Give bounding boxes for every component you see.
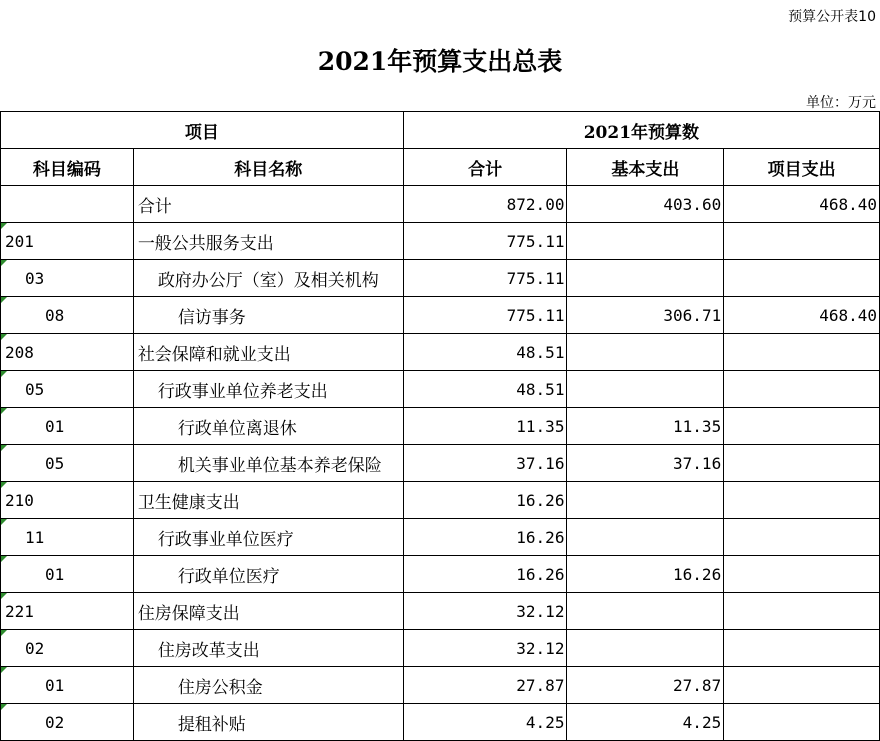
cell-basic (567, 408, 724, 445)
cell-name (133, 482, 403, 519)
cell-item (724, 334, 880, 371)
cell-total-text: 16.26 (516, 490, 565, 510)
cell-name-text: 行政单位医疗 (177, 566, 280, 587)
cell-code (1, 593, 134, 630)
cell-name-text: 行政单位离退休 (177, 418, 297, 439)
cell-basic (567, 593, 724, 630)
text-marker-icon (1, 445, 7, 451)
cell-basic (567, 260, 724, 297)
cell-code-text: 08 (45, 305, 65, 325)
table-row (1, 482, 880, 519)
cell-total (403, 408, 567, 445)
cell-total-text: 32.12 (516, 638, 565, 658)
cell-total-text: 16.26 (516, 527, 565, 547)
cell-basic-text: 16.26 (673, 564, 722, 584)
header-name: 科目名称 (133, 149, 403, 186)
cell-item-text: 468.40 (819, 305, 877, 325)
cell-basic (567, 704, 724, 741)
cell-total-text: 775.11 (506, 231, 565, 251)
cell-code-text: 02 (45, 712, 65, 732)
cell-basic (567, 445, 724, 482)
cell-code (1, 260, 134, 297)
cell-code-text: 01 (45, 564, 65, 584)
cell-name (133, 186, 403, 223)
table-row (1, 630, 880, 667)
cell-item (724, 667, 880, 704)
cell-basic (567, 482, 724, 519)
cell-code (1, 408, 134, 445)
cell-code (1, 519, 134, 556)
cell-name-text: 住房改革支出 (157, 640, 260, 661)
cell-basic (567, 297, 724, 334)
cell-code-text: 05 (45, 453, 65, 473)
text-marker-icon (1, 667, 7, 673)
header-basic: 基本支出 (567, 149, 724, 186)
text-marker-icon (1, 704, 7, 710)
cell-total (403, 704, 567, 741)
cell-name-text: 一般公共服务支出 (137, 233, 274, 254)
cell-name-text: 提租补贴 (177, 714, 246, 735)
cell-item (724, 408, 880, 445)
cell-name (133, 297, 403, 334)
text-marker-icon (1, 297, 7, 303)
cell-name-text: 机关事业单位基本养老保险 (177, 455, 382, 476)
cell-basic-text: 306.71 (663, 305, 722, 325)
cell-basic-text: 11.35 (673, 416, 722, 436)
cell-total (403, 445, 567, 482)
cell-basic-text: 37.16 (673, 453, 722, 473)
header-item: 项目支出 (724, 149, 880, 186)
cell-name (133, 260, 403, 297)
cell-total-text: 48.51 (516, 379, 565, 399)
cell-total-text: 27.87 (516, 675, 565, 695)
cell-basic (567, 630, 724, 667)
cell-code (1, 371, 134, 408)
table-row (1, 704, 880, 741)
cell-code-text: 221 (5, 601, 34, 621)
cell-total-text: 16.26 (516, 564, 565, 584)
cell-code-text: 01 (45, 416, 65, 436)
cell-item-text: 468.40 (819, 194, 877, 214)
cell-name (133, 371, 403, 408)
text-marker-icon (1, 223, 7, 229)
table-body (1, 186, 880, 741)
cell-item (724, 371, 880, 408)
text-marker-icon (1, 519, 7, 525)
cell-code (1, 445, 134, 482)
cell-basic-text: 403.60 (663, 194, 722, 214)
cell-basic (567, 667, 724, 704)
table-row (1, 519, 880, 556)
cell-code-text: 05 (25, 379, 45, 399)
cell-total (403, 223, 567, 260)
table-row (1, 334, 880, 371)
cell-item (724, 297, 880, 334)
cell-total (403, 297, 567, 334)
page-title: 2021年预算支出总表 (317, 47, 563, 76)
cell-code (1, 223, 134, 260)
cell-name (133, 630, 403, 667)
text-marker-icon (1, 593, 7, 599)
header-total: 合计 (403, 149, 567, 186)
cell-total (403, 371, 567, 408)
cell-item (724, 519, 880, 556)
text-marker-icon (1, 371, 7, 377)
cell-code (1, 334, 134, 371)
cell-total-text: 32.12 (516, 601, 565, 621)
cell-code-text: 210 (5, 490, 34, 510)
table-row (1, 556, 880, 593)
cell-basic (567, 371, 724, 408)
cell-basic (567, 186, 724, 223)
cell-name (133, 223, 403, 260)
text-marker-icon (1, 630, 7, 636)
cell-code (1, 667, 134, 704)
table-row (1, 408, 880, 445)
text-marker-icon (1, 260, 7, 266)
cell-name-text: 行政事业单位医疗 (157, 529, 294, 550)
cell-basic (567, 223, 724, 260)
cell-total-text: 4.25 (525, 712, 565, 732)
cell-item (724, 223, 880, 260)
header-code: 科目编码 (1, 149, 134, 186)
table-row (1, 445, 880, 482)
cell-name (133, 593, 403, 630)
cell-code (1, 297, 134, 334)
cell-code-text: 01 (45, 675, 65, 695)
cell-item (724, 630, 880, 667)
cell-code-text: 02 (25, 638, 45, 658)
cell-name (133, 519, 403, 556)
table-row (1, 260, 880, 297)
cell-total (403, 186, 567, 223)
table-row (1, 667, 880, 704)
cell-code (1, 630, 134, 667)
cell-code-text: 11 (25, 527, 45, 547)
cell-total-text: 37.16 (516, 453, 565, 473)
cell-name (133, 445, 403, 482)
cell-item (724, 260, 880, 297)
cell-code (1, 704, 134, 741)
cell-basic (567, 519, 724, 556)
cell-item (724, 482, 880, 519)
cell-name-text: 信访事务 (177, 307, 246, 328)
cell-name (133, 704, 403, 741)
cell-name (133, 556, 403, 593)
cell-name-text: 政府办公厅（室）及相关机构 (157, 270, 379, 291)
cell-item (724, 186, 880, 223)
cell-basic-text: 4.25 (682, 712, 722, 732)
cell-name (133, 667, 403, 704)
cell-total (403, 334, 567, 371)
cell-name-text: 行政事业单位养老支出 (157, 381, 328, 402)
cell-code (1, 482, 134, 519)
form-number: 预算公开表10 (788, 9, 876, 25)
cell-code (1, 556, 134, 593)
cell-name-text: 卫生健康支出 (137, 492, 240, 513)
header-row-2 (1, 149, 880, 186)
cell-code-text: 208 (5, 342, 34, 362)
cell-total (403, 593, 567, 630)
budget-table (0, 111, 880, 741)
cell-item (724, 704, 880, 741)
cell-basic (567, 334, 724, 371)
cell-total (403, 260, 567, 297)
cell-code-text: 03 (25, 268, 45, 288)
cell-code (1, 186, 134, 223)
cell-basic (567, 556, 724, 593)
table-row (1, 186, 880, 223)
cell-total (403, 630, 567, 667)
table-row (1, 593, 880, 630)
unit-label: 单位：万元 (806, 95, 876, 111)
text-marker-icon (1, 334, 7, 340)
cell-name-text: 住房公积金 (177, 677, 263, 698)
cell-basic-text: 27.87 (673, 675, 722, 695)
cell-total (403, 519, 567, 556)
cell-name-text: 住房保障支出 (137, 603, 240, 624)
text-marker-icon (1, 556, 7, 562)
cell-total (403, 667, 567, 704)
text-marker-icon (1, 408, 7, 414)
cell-name-text: 社会保障和就业支出 (137, 344, 291, 365)
header-budget: 2021年预算数 (403, 112, 879, 149)
cell-name (133, 334, 403, 371)
cell-total-text: 872.00 (506, 194, 565, 214)
cell-name-text: 合计 (137, 196, 172, 217)
header-row-1 (1, 112, 880, 149)
cell-item (724, 445, 880, 482)
cell-total-text: 11.35 (516, 416, 565, 436)
cell-item (724, 593, 880, 630)
header-project: 项目 (1, 112, 404, 149)
cell-item (724, 556, 880, 593)
cell-total-text: 48.51 (516, 342, 565, 362)
cell-name (133, 408, 403, 445)
table-row (1, 297, 880, 334)
text-marker-icon (1, 482, 7, 488)
table-row (1, 371, 880, 408)
cell-code-text: 201 (5, 231, 34, 251)
cell-total (403, 482, 567, 519)
cell-total-text: 775.11 (506, 268, 565, 288)
cell-total (403, 556, 567, 593)
cell-total-text: 775.11 (506, 305, 565, 325)
table-row (1, 223, 880, 260)
